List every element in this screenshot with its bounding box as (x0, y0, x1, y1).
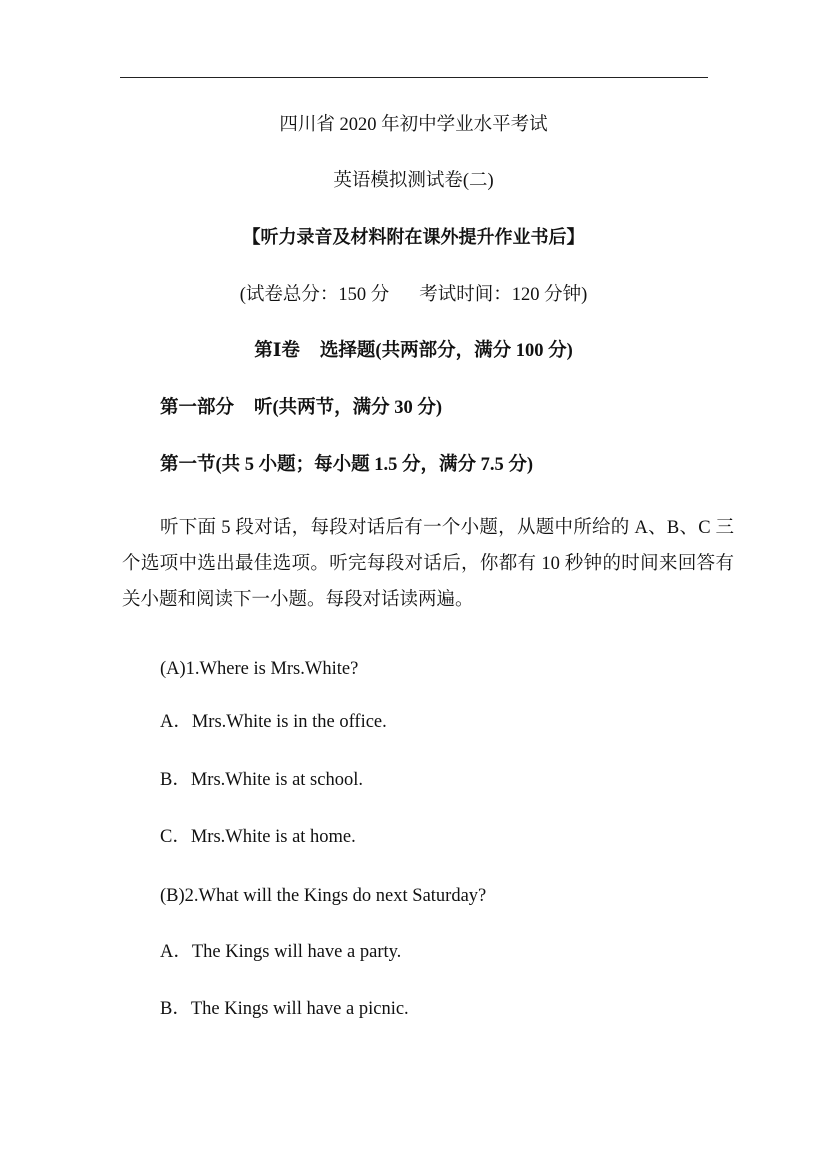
question-1-option-b: B．Mrs.White is at school. (160, 770, 363, 790)
question-2-stem: (B)2.What will the Kings do next Saturday? (160, 886, 487, 906)
question-2-option-b: B．The Kings will have a picnic. (160, 999, 409, 1019)
instructions-paragraph: 听下面 5 段对话，每段对话后有一个小题，从题中所给的 A、B、C 三个选项中选出最佳选项。听完每段对话后，你都有 10 秒钟的时间来回答有关小题和阅读下一小题。每段对话读两遍。 (122, 518, 734, 610)
total-score: (试卷总分：150 分 (239, 285, 390, 305)
question-2-option-a: A．The Kings will have a party. (160, 942, 402, 962)
question-1-stem: (A)1.Where is Mrs.White? (160, 659, 359, 679)
volume-title: 选择题(共两部分，满分 100 分) (319, 341, 573, 361)
exam-subtitle: 英语模拟测试卷(二) (333, 171, 494, 191)
part-one-heading (160, 396, 442, 420)
volume-heading (0, 339, 827, 363)
section-one-heading: 第一节(共 5 小题；每小题 1.5 分，满分 7.5 分) (160, 455, 534, 475)
listening-notice: 【听力录音及材料附在课外提升作业书后】 (242, 227, 585, 248)
question-1-option-a: A．Mrs.White is in the office. (160, 712, 387, 732)
part-one-label: 第一部分 (160, 398, 235, 418)
exam-info (0, 283, 827, 307)
header-rule (120, 77, 708, 78)
exam-time: 考试时间：120 分钟) (419, 285, 588, 305)
exam-title: 四川省 2020 年初中学业水平考试 (279, 115, 548, 135)
part-one-title: 听(共两节，满分 30 分) (254, 398, 443, 418)
volume-label: 第Ⅰ卷 (254, 341, 300, 361)
question-1-option-c: C．Mrs.White is at home. (160, 827, 356, 847)
